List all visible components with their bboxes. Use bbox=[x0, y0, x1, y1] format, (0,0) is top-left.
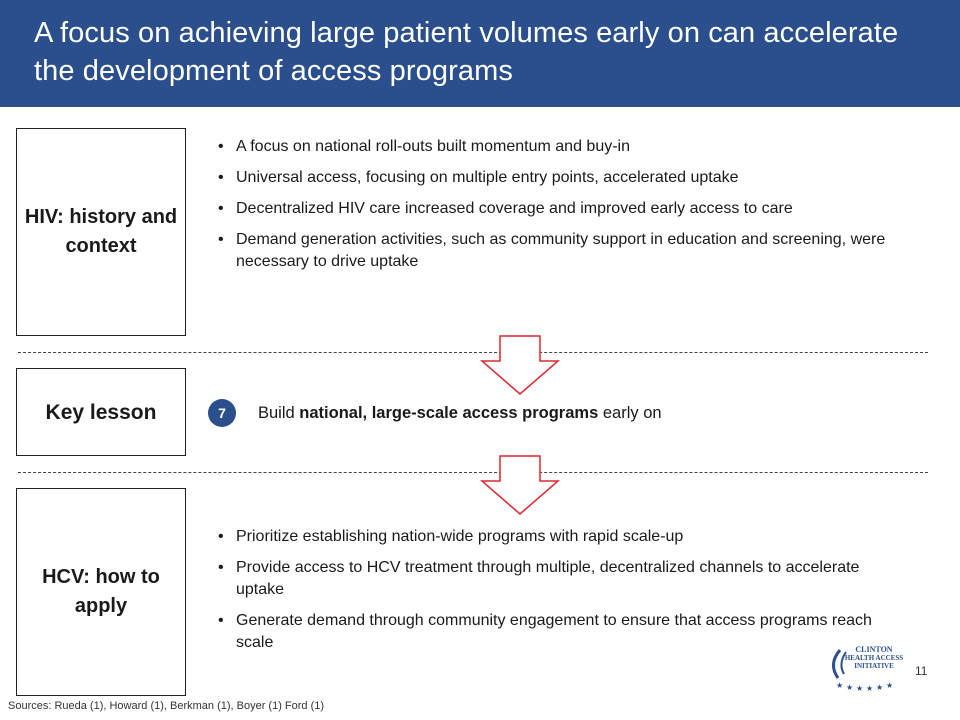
hiv-box-label: HIV: history and context bbox=[24, 206, 178, 257]
hcv-bullet: • Provide access to HCV treatment through multiple, decentralized channels to accelerate uptake bbox=[218, 557, 878, 601]
hcv-bullet: • Generate demand through community engagement to ensure that access programs reach scale bbox=[218, 610, 878, 654]
dashed-divider-bottom bbox=[18, 472, 928, 473]
down-arrow-icon bbox=[480, 335, 560, 395]
page-number: 11 bbox=[915, 664, 928, 678]
logo-line: CLINTON bbox=[855, 645, 893, 654]
hiv-history-box bbox=[16, 128, 186, 336]
lesson-number-badge: 7 bbox=[208, 399, 236, 427]
svg-text:★: ★ bbox=[866, 684, 874, 692]
hcv-apply-box bbox=[16, 488, 186, 696]
hcv-box-label: HCV: how to apply bbox=[42, 566, 160, 617]
logo-line: HEALTH ACCESS bbox=[844, 654, 904, 662]
key-lesson-label: Key lesson bbox=[45, 400, 157, 424]
svg-text:★: ★ bbox=[856, 684, 864, 692]
svg-text:★: ★ bbox=[886, 681, 894, 690]
lesson-text-after: early on bbox=[598, 404, 662, 422]
hiv-bullet: • Decentralized HIV care increased coverage and improved early access to care bbox=[218, 198, 938, 220]
down-arrow-icon bbox=[480, 455, 560, 515]
hcv-bullet-list bbox=[218, 526, 878, 663]
hiv-bullet: • Universal access, focusing on multiple entry points, accelerated uptake bbox=[218, 167, 938, 189]
title-banner bbox=[0, 0, 960, 107]
logo-wordmark bbox=[844, 646, 904, 670]
key-lesson-box bbox=[16, 368, 186, 456]
hcv-bullet: • Prioritize establishing nation-wide programs with rapid scale-up bbox=[218, 526, 878, 548]
hiv-bullet: • Demand generation activities, such as community support in education and screening, were necessary to drive uptake bbox=[218, 229, 938, 273]
key-lesson-text bbox=[258, 402, 662, 424]
logo-line: INITIATIVE bbox=[854, 662, 894, 670]
svg-text:★: ★ bbox=[876, 683, 884, 692]
lesson-text-bold: national, large-scale access programs bbox=[299, 404, 599, 422]
svg-text:★: ★ bbox=[846, 683, 854, 692]
hiv-bullet-list bbox=[218, 136, 938, 282]
hiv-bullet: • A focus on national roll-outs built momentum and buy-in bbox=[218, 136, 938, 158]
slide-title: A focus on achieving large patient volumes early on can accelerate the development of access programs bbox=[34, 17, 899, 87]
dashed-divider-top bbox=[18, 352, 928, 353]
lesson-text-before: Build bbox=[258, 404, 300, 422]
svg-text:★: ★ bbox=[836, 681, 844, 690]
sources-footnote: Sources: Rueda (1), Howard (1), Berkman (1), Boyer (1) Ford (1) bbox=[8, 700, 325, 712]
chai-logo bbox=[826, 644, 904, 692]
